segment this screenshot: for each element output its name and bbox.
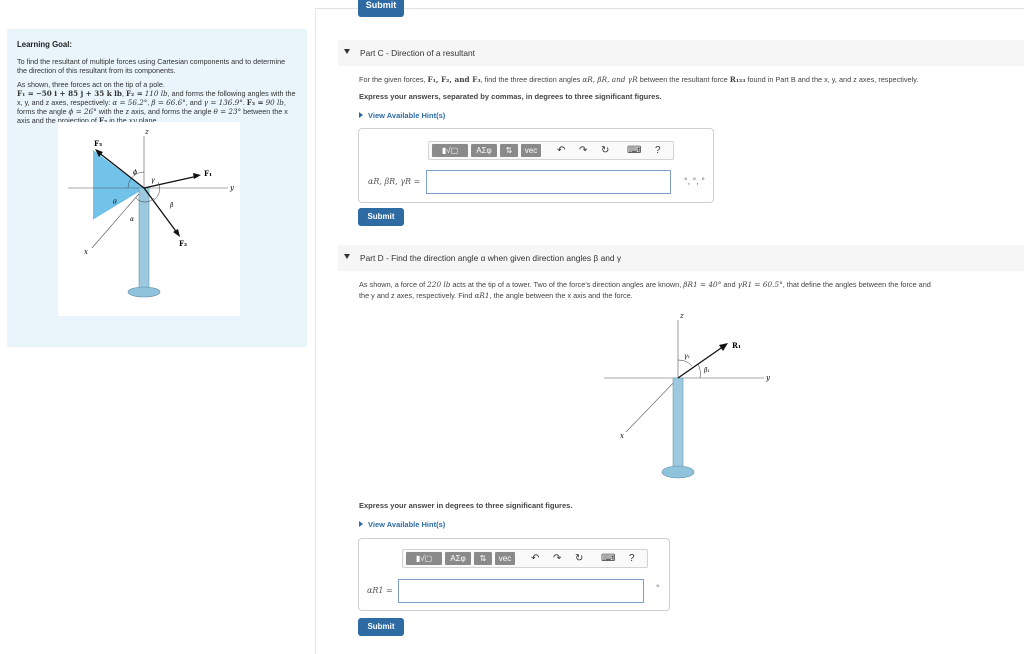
learning-goal-description: As shown, three forces act on the tip of a pole. F₁ = −50 i + 85 j + 35 k lb, F₂ = 110 lb, and forms the following angles with the x, y, and z axes, respectively: α = 56.2°, β = 66.6°, and γ = 136.9°. F₃ = 90 lb, forms the angle ϕ = 26° with the z axis, and forms the angle θ = 23° between the x axis and the projection of F₃ in the xy plane. xyxy=(17,80,296,125)
fig1-label-theta: θ xyxy=(113,199,117,206)
template-button[interactable]: ▮√▢ xyxy=(406,552,442,565)
part-d-answer-input[interactable] xyxy=(398,579,644,603)
part-c-angles: αR, βR, and γR xyxy=(582,75,638,84)
f3-value: 90 lb xyxy=(265,98,284,107)
part-c-answer-label: αR, βR, γR = xyxy=(368,177,421,186)
subscript-button[interactable]: ⇅ xyxy=(500,144,518,157)
f1-symbol: F₁ = xyxy=(17,89,34,98)
fig2-x-axis xyxy=(626,378,678,432)
part-d-beta: βR1 = 40° xyxy=(683,280,722,289)
reset-icon[interactable]: ↻ xyxy=(575,553,584,564)
desc-line1: As shown, three forces act on the tip of a pole. xyxy=(17,80,165,89)
part-c-q-c: between the resultant force xyxy=(639,75,728,84)
vec-button[interactable]: vec xyxy=(521,144,541,157)
fig1-label-f2: F₂ xyxy=(179,239,188,248)
f3-text: , forms the angle xyxy=(17,98,286,116)
fig1-label-y: y xyxy=(230,184,234,192)
part-d-hint-label: View Available Hint(s) xyxy=(368,520,446,529)
part-d-q-c: and xyxy=(723,280,736,289)
three-forces-figure xyxy=(58,122,240,316)
tower-force-figure xyxy=(598,308,774,486)
part-d-units: ° xyxy=(656,583,660,593)
fig1-label-beta: β xyxy=(170,202,174,209)
undo-icon[interactable]: ↶ xyxy=(531,553,540,564)
part-d-header[interactable] xyxy=(338,245,1024,271)
previous-submit-button[interactable]: Submit xyxy=(358,0,404,17)
expand-triangle-icon xyxy=(359,112,363,118)
fig2-label-z: z xyxy=(680,312,684,320)
subscript-button[interactable]: ⇅ xyxy=(474,552,492,565)
plane-end: plane. xyxy=(138,116,159,125)
part-d-gamma: γR1 = 60.5° xyxy=(737,280,783,289)
fig1-label-alpha: α xyxy=(130,216,135,223)
collapse-caret-icon xyxy=(344,49,350,54)
f3-text2: with the z axis, and forms the angle xyxy=(98,107,212,116)
f3-symbol: F₃ = xyxy=(246,98,264,107)
part-c-header[interactable] xyxy=(338,40,1024,66)
part-c-math-toolbar xyxy=(428,141,674,160)
fig2-label-y: y xyxy=(766,374,770,382)
plane-label: xy xyxy=(128,116,137,125)
fig1-label-phi: ϕ xyxy=(133,169,138,176)
fig2-label-gamma: γ₁ xyxy=(684,353,690,360)
redo-icon[interactable]: ↷ xyxy=(553,553,562,564)
part-d-q-l2b: , the angle between the x axis and the force. xyxy=(489,291,633,300)
part-d-question-line2 xyxy=(359,291,633,300)
fig1-label-z: z xyxy=(145,128,149,136)
r1-arrow xyxy=(678,346,724,378)
r1-arrowhead xyxy=(719,343,728,351)
part-d-instruction: Express your answer in degrees to three significant figures. xyxy=(359,501,573,510)
part-c-q-b: , find the three direction angles xyxy=(480,75,581,84)
part-d-q-b: acts at the tip of a tower. Two of the force's direction angles are known, xyxy=(452,280,682,289)
part-c-hint-label: View Available Hint(s) xyxy=(368,111,446,120)
fig1-label-f1: F₁ xyxy=(204,169,213,178)
undo-icon[interactable]: ↶ xyxy=(557,145,566,156)
help-icon[interactable]: ? xyxy=(629,553,635,564)
part-d-title: Part D - Find the direction angle α when given direction angles β and γ xyxy=(360,253,622,263)
part-c-resultant: R₁₂₃ xyxy=(729,75,746,84)
fig2-label-x: x xyxy=(620,432,624,440)
fig2-label-r1: R₁ xyxy=(732,341,741,350)
column-divider xyxy=(315,8,316,654)
theta-value: θ = 23° xyxy=(213,107,242,116)
f3-text3: between the x axis and the projection of xyxy=(17,107,288,125)
part-c-question xyxy=(359,75,918,84)
part-c-q-a: For the given forces, xyxy=(359,75,426,84)
part-c-instruction: Express your answers, separated by commas, in degrees to three significant figures. xyxy=(359,92,662,101)
tower xyxy=(673,378,683,470)
fig2-label-beta: β₁ xyxy=(704,367,710,374)
part-d-answer-label: αR1 = xyxy=(367,586,393,595)
gamma-value: γ = 136.9° xyxy=(203,98,243,107)
part-d-q-l2a: the y and z axes, respectively. Find xyxy=(359,291,473,300)
learning-goal-intro: To find the resultant of multiple forces using Cartesian components and to determine the direction of this resultant from its components. xyxy=(17,57,286,75)
part-d-q-a: As shown, a force of xyxy=(359,280,426,289)
redo-icon[interactable]: ↷ xyxy=(579,145,588,156)
reset-icon[interactable]: ↻ xyxy=(601,145,610,156)
f1-arrowhead xyxy=(193,173,201,179)
top-rule xyxy=(316,8,1024,9)
fig1-label-x: x xyxy=(84,248,88,256)
keyboard-icon[interactable]: ⌨ xyxy=(601,553,616,564)
greek-button[interactable]: ΑΣφ xyxy=(471,144,497,157)
part-d-alpha: αR1 xyxy=(474,291,490,300)
tower-base xyxy=(662,466,694,478)
f3-text4: in the xyxy=(109,116,127,125)
learning-goal-title: Learning Goal: xyxy=(17,40,73,49)
fig1-label-f3: F₃ xyxy=(94,139,103,148)
part-c-title: Part C - Direction of a resultant xyxy=(360,48,475,58)
part-d-q-d: , that define the angles between the force and xyxy=(782,280,931,289)
template-button[interactable]: ▮√▢ xyxy=(432,144,468,157)
f2-value: 110 lb xyxy=(144,89,168,98)
part-d-math-toolbar xyxy=(402,549,648,568)
keyboard-icon[interactable]: ⌨ xyxy=(627,145,642,156)
beta-value: β = 66.6° xyxy=(151,98,186,107)
part-c-units: °, °, ° xyxy=(684,176,705,186)
pole xyxy=(139,188,149,290)
alpha-value: α = 56.2° xyxy=(112,98,148,107)
part-d-force: 220 lb xyxy=(427,280,451,289)
fig1-label-gamma: γ xyxy=(151,177,155,184)
part-c-submit-button[interactable]: Submit xyxy=(358,208,404,226)
collapse-caret-icon xyxy=(344,254,350,259)
part-d-submit-button[interactable]: Submit xyxy=(358,618,404,636)
phi-value: ϕ = 26° xyxy=(68,107,97,116)
f1-value: −50 i + 85 j + 35 k lb xyxy=(35,89,122,98)
f2-arrowhead xyxy=(173,229,180,237)
part-c-answer-input[interactable] xyxy=(426,170,671,194)
pole-base xyxy=(128,287,160,297)
part-c-forces: F₁, F₂, and F₃ xyxy=(427,75,481,84)
f2-symbol: F₂ = xyxy=(125,89,143,98)
help-icon[interactable]: ? xyxy=(655,145,661,156)
vec-button[interactable]: vec xyxy=(495,552,515,565)
part-d-hint-link[interactable] xyxy=(359,520,445,529)
f3-end-symbol: F₃ xyxy=(98,116,108,125)
part-c-hint-link[interactable] xyxy=(359,111,445,120)
f3-plane-triangle xyxy=(93,150,144,219)
greek-button[interactable]: ΑΣφ xyxy=(445,552,471,565)
part-c-q-d: found in Part B and the x, y, and z axes, respectively. xyxy=(747,75,919,84)
f2-text: , and forms the following angles with the x, y, and z axes, respectively: xyxy=(17,89,296,107)
part-d-question-line1 xyxy=(359,280,931,289)
expand-triangle-icon xyxy=(359,521,363,527)
